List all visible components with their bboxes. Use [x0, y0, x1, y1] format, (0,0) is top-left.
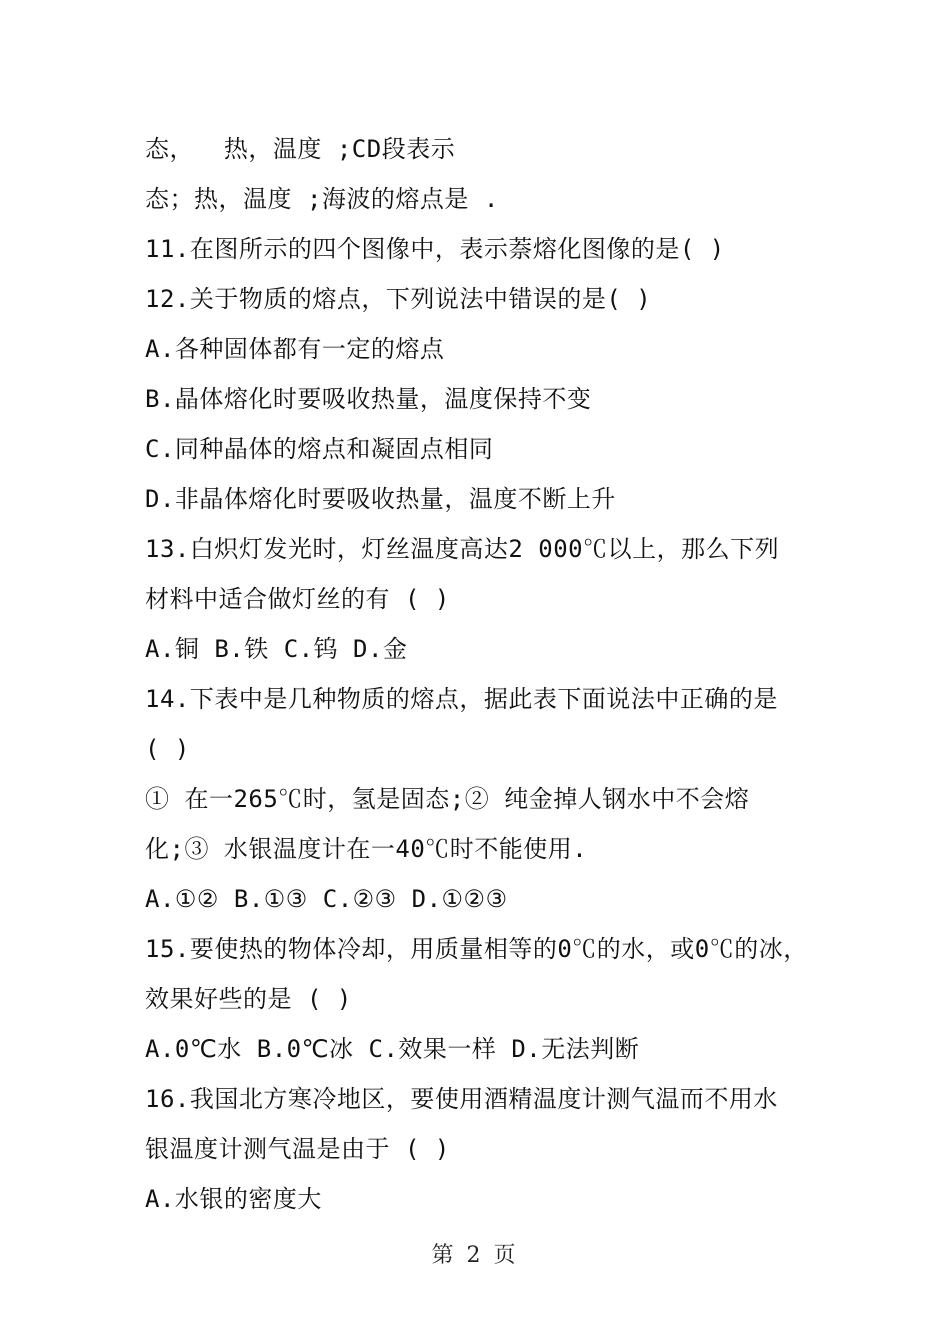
question-12: 12.关于物质的熔点，下列说法中错误的是( ) — [145, 285, 652, 313]
question-15: 15.要使热的物体冷却，用质量相等的0℃的水，或0℃的冰， — [145, 935, 808, 963]
question-13: 13.白炽灯发光时，灯丝温度高达2 000℃以上，那么下列 — [145, 535, 780, 563]
question-14: 14.下表中是几种物质的熔点，据此表下面说法中正确的是 — [145, 685, 778, 713]
option-line: A.①② B.①③ C.②③ D.①②③ — [145, 885, 508, 913]
text-line: ( ) — [145, 735, 190, 763]
option-line: A.水银的密度大 — [145, 1185, 322, 1213]
text-line: ① 在一265℃时，氢是固态;② 纯金掉人钢水中不会熔 — [145, 785, 750, 813]
text-line: 化;③ 水银温度计在一40℃时不能使用. — [145, 835, 588, 863]
text-line: 态；热，温度 ;海波的熔点是 . — [145, 185, 499, 213]
page-number: 第 2 页 — [431, 1243, 519, 1268]
option-line: A.铜 B.铁 C.钨 D.金 — [145, 635, 408, 663]
option-line: C.同种晶体的熔点和凝固点相同 — [145, 435, 494, 463]
option-line: A.0℃水 B.0℃冰 C.效果一样 D.无法判断 — [145, 1035, 640, 1063]
question-16: 16.我国北方寒冷地区，要使用酒精温度计测气温而不用水 — [145, 1085, 778, 1113]
option-line: D.非晶体熔化时要吸收热量，温度不断上升 — [145, 485, 616, 513]
text-line: 态， 热，温度 ;CD段表示 — [145, 135, 456, 163]
document-body — [145, 126, 845, 1226]
text-line: 材料中适合做灯丝的有 ( ) — [145, 585, 450, 613]
question-11: 11.在图所示的四个图像中，表示萘熔化图像的是( ) — [145, 235, 725, 263]
text-line: 银温度计测气温是由于 ( ) — [145, 1135, 450, 1163]
option-line: A.各种固体都有一定的熔点 — [145, 335, 445, 363]
option-line: B.晶体熔化时要吸收热量，温度保持不变 — [145, 385, 592, 413]
text-line: 效果好些的是 ( ) — [145, 985, 352, 1013]
